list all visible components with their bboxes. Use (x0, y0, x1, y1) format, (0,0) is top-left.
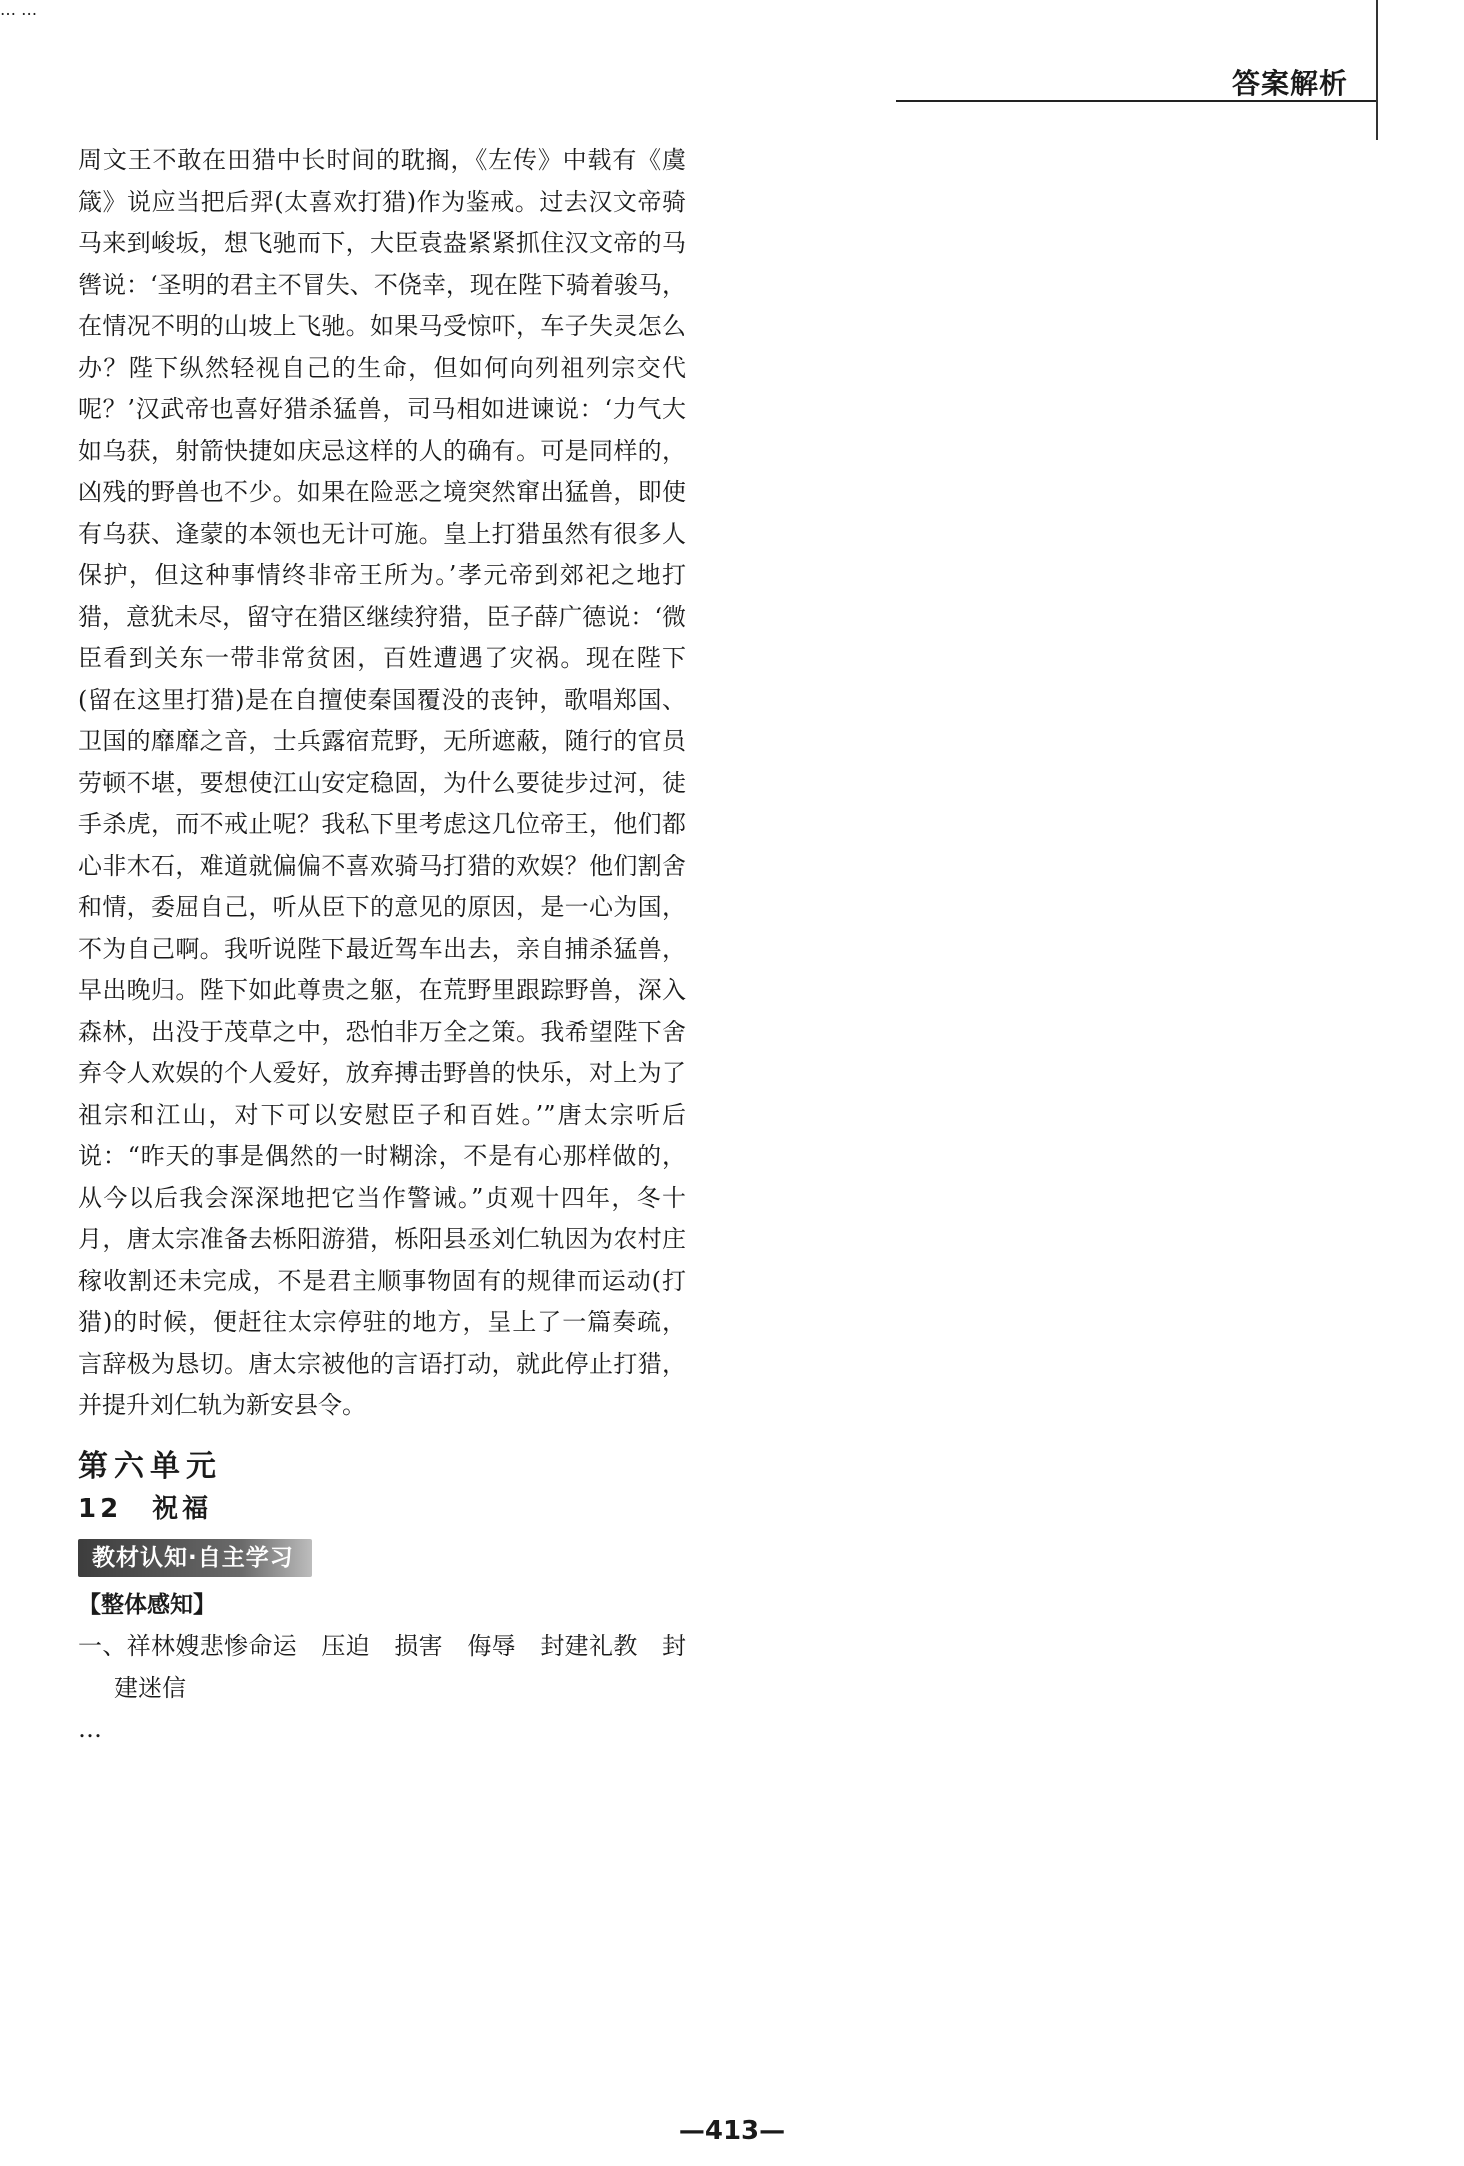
translation-paragraph: 周文王不敢在田猎中长时间的耽搁，《左传》中载有《虞箴》说应当把后羿(太喜欢打猎)作为鉴戒。过去汉文帝骑马来到峻坂，想飞驰而下，大臣袁盎紧紧抓住汉文帝的马辔说：‘圣明的君主不冒失、不侥幸，现在陛下骑着骏马，在情况不明的山坡上飞驰。如果马受惊吓，车子失灵怎么办？陛下纵然轻视自己的生命，但如何向列祖列宗交代呢？’汉武帝也喜好猎杀猛兽，司马相如进谏说：‘力气大如乌获，射箭快捷如庆忌这样的人的确有。可是同样的，凶残的野兽也不少。如果在险恶之境突然窜出猛兽，即使有乌获、逢蒙的本领也无计可施。皇上打猎虽然有很多人保护，但这种事情终非帝王所为。’孝元帝到郊祀之地打猎，意犹未尽，留守在猎区继续狩猎，臣子薛广德说：‘微臣看到关东一带非常贫困，百姓遭遇了灾祸。现在陛下(留在这里打猎)是在自擅使秦国覆没的丧钟，歌唱郑国、卫国的靡靡之音，士兵露宿荒野，无所遮蔽，随行的官员劳顿不堪，要想使江山安定稳固，为什么要徒步过河，徒手杀虎，而不戒止呢？我私下里考虑这几位帝王，他们都心非木石，难道就偏偏不喜欢骑马打猎的欢娱？他们割舍和情，委屈自己，听从臣下的意见的原因，是一心为国，不为自己啊。我听说陛下最近驾车出去，亲自捕杀猛兽，早出晚归。陛下如此尊贵之躯，在荒野里跟踪野兽，深入森林，出没于茂草之中，恐怕非万全之策。我希望陛下舍弃令人欢娱的个人爱好，放弃搏击野兽的快乐，对上为了祖宗和江山，对下可以安慰臣子和百姓。’”唐太宗听后说：“昨天的事是偶然的一时糊涂，不是有心那样做的，从今以后我会深深地把它当作警诫。”贞观十四年，冬十月，唐太宗准备去栎阳游猎，栎阳县丞刘仁轨因为农村庄稼收割还未完成，不是君主顺事物固有的规律而运动(打猎)的时候，便赶往太宗停驻的地方，呈上了一篇奏疏，言辞极为恳切。唐太宗被他的言语打动，就此停止打猎，并提升刘仁轨为新安县令。 (78, 146, 686, 1419)
overall-item-1: 一、祥林嫂悲惨命运 压迫 损害 侮辱 封建礼教 封建迷信 (78, 1632, 686, 1702)
page-number: —413— (678, 2116, 786, 2146)
section-banner-self-study: 教材认知·自主学习 (78, 1539, 312, 1577)
unit-title: 第六单元 (78, 1448, 222, 1484)
left-column: 周文王不敢在田猎中长时间的耽搁，《左传》中载有《虞箴》说应当把后羿(太喜欢打猎)作为鉴戒。过去汉文帝骑马来到峻坂，想飞驰而下，大臣袁盎紧紧抓住汉文帝的马辔说：‘圣明的君主不冒失、不侥幸，现在陛下骑着骏马，在情况不明的山坡上飞驰。如果马受惊吓，车子失灵怎么办？陛下纵然轻视自己的生命，但如何向列祖列宗交代呢？’汉武帝也喜好猎杀猛兽，司马相如进谏说：‘力气大如乌获，射箭快捷如庆忌这样的人的确有。可是同样的，凶残的野兽也不少。如果在险恶之境突然窜出猛兽，即使有乌获、逢蒙的本领也无计可施。皇上打猎虽然有很多人保护，但这种事情终非帝王所为。’孝元帝到郊祀之地打猎，意犹未尽，留守在猎区继续狩猎，臣子薛广德说：‘微臣看到关东一带非常贫困，百姓遭遇了灾祸。现在陛下(留在这里打猎)是在自擅使秦国覆没的丧钟，歌唱郑国、卫国的靡靡之音，士兵露宿荒野，无所遮蔽，随行的官员劳顿不堪，要想使江山安定稳固，为什么要徒步过河，徒手杀虎，而不戒止呢？我私下里考虑这几位帝王，他们都心非木石，难道就偏偏不喜欢骑马打猎的欢娱？他们割舍和情，委屈自己，听从臣下的意见的原因，是一心为国，不为自己啊。我听说陛下最近驾车出去，亲自捕杀猛兽，早出晚归。陛下如此尊贵之躯，在荒野里跟踪野兽，深入森林，出没于茂草之中，恐怕非万全之策。我希望陛下舍弃令人欢娱的个人爱好，放弃搏击野兽的快乐，对上为了祖宗和江山，对下可以安慰臣子和百姓。’”唐太宗听后说：“昨天的事是偶然的一时糊涂，不是有心那样做的，从今以后我会深深地把它当作警诫。”贞观十四年，冬十月，唐太宗准备去栎阳游猎，栎阳县丞刘仁轨因为农村庄稼收割还未完成，不是君主顺事物固有的规律而运动(打猎)的时候，便赶往太宗停驻的地方，呈上了一篇奏疏，言辞极为恳切。唐太宗被他的言语打动，就此停止打猎，并提升刘仁轨为新安县令。 第六单元 12 祝福 教材认知·自主学习 【整体感知】 一、祥林嫂悲惨命运 压迫 损害 侮辱 封建礼教 封建迷信 … (78, 140, 686, 1751)
lesson-title: 12 祝福 (78, 1493, 213, 1524)
header-rule (896, 100, 1376, 102)
overall-heading: 【整体感知】 (78, 1591, 216, 1618)
section-label: 答案解析 (1232, 67, 1349, 100)
header-vertical-rule (1376, 0, 1378, 140)
